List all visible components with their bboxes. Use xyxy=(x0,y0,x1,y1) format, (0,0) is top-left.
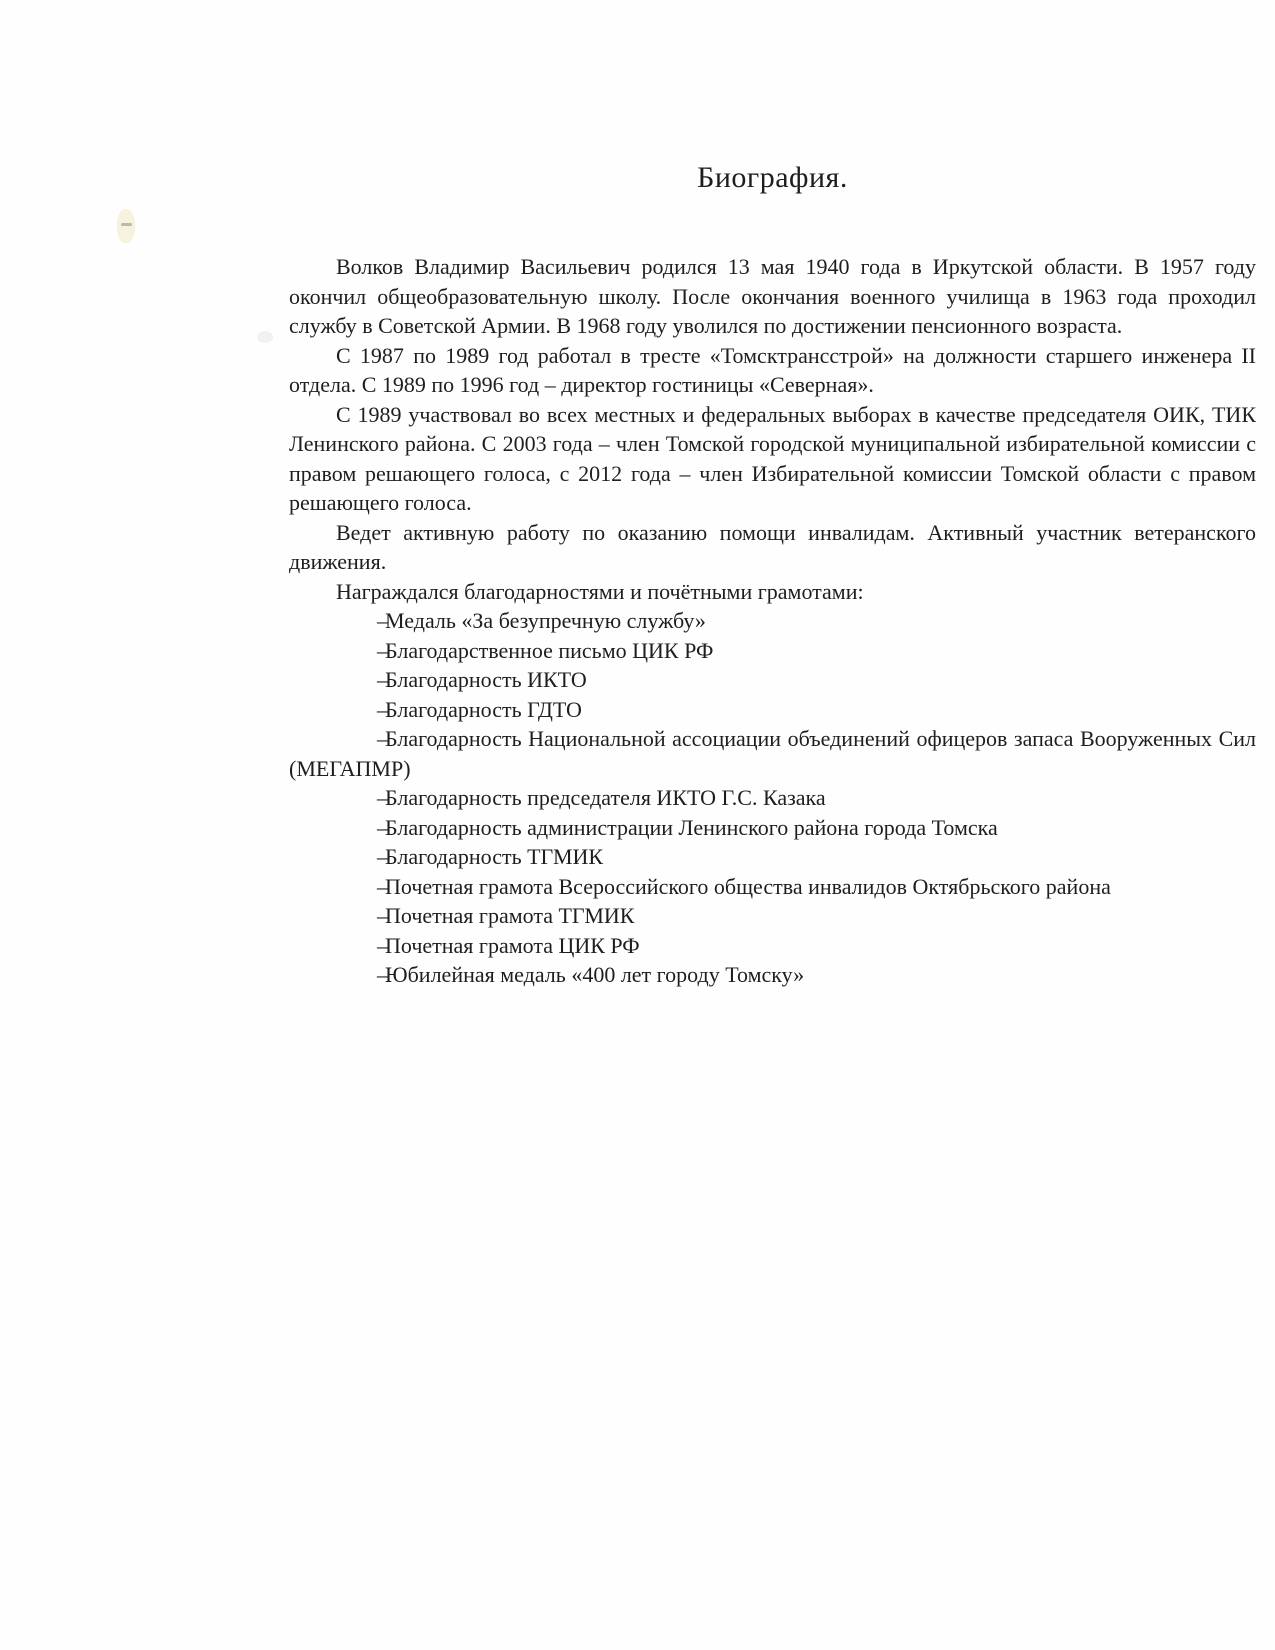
document-body xyxy=(289,158,1256,990)
biography-paragraph-1: Волков Владимир Васильевич родился 13 мая 1940 года в Иркутской области. В 1957 году окончил общеобразовательную школу. После окончания военного училища в 1963 года проходил службу в Советской Армии. В 1968 году уволился по достижении пенсионного возраста. xyxy=(289,254,1256,338)
bullet-dash: – xyxy=(377,814,388,840)
award-text: Благодарственное письмо ЦИК РФ xyxy=(385,637,714,663)
award-item xyxy=(289,636,1256,666)
award-text: Почетная грамота Всероссийского общества инвалидов Октябрьского района xyxy=(385,873,1111,899)
bullet-dash: – xyxy=(377,726,388,751)
award-item xyxy=(289,606,1256,636)
scan-smudge-artifact xyxy=(117,209,135,243)
bullet-dash: – xyxy=(377,844,388,869)
awards-intro: Награждался благодарностями и почётными грамотами: xyxy=(336,578,864,604)
awards-list xyxy=(289,606,1256,990)
biography-paragraph-4: Ведет активную работу по оказанию помощи инвалидам. Активный участник ветеранского движения. xyxy=(289,519,1256,574)
award-text: Юбилейная медаль «400 лет городу Томску» xyxy=(385,962,805,987)
bullet-dash: – xyxy=(377,608,388,633)
award-item xyxy=(289,695,1256,725)
award-text: Благодарность ИКТО xyxy=(385,667,587,692)
award-item xyxy=(289,665,1256,695)
award-item xyxy=(289,842,1256,872)
page-title: Биография. xyxy=(697,161,848,194)
award-text: Медаль «За безупречную службу» xyxy=(385,608,706,633)
scan-dash-artifact xyxy=(121,223,132,226)
award-text: Почетная грамота ТГМИК xyxy=(385,903,635,928)
bullet-dash: – xyxy=(377,637,388,663)
scan-dot-artifact xyxy=(257,331,273,343)
bullet-dash: – xyxy=(377,873,388,899)
bullet-dash: – xyxy=(377,696,388,722)
award-item xyxy=(289,931,1256,961)
award-item xyxy=(289,813,1256,843)
award-item xyxy=(289,872,1256,902)
award-item xyxy=(289,901,1256,931)
award-item xyxy=(289,960,1256,990)
award-item xyxy=(289,783,1256,813)
biography-paragraph-2: С 1987 по 1989 год работал в тресте «Томсктрансстрой» на должности старшего инженера II отдела. С 1989 по 1996 год – директор гостиницы «Северная». xyxy=(289,342,1256,397)
bullet-dash: – xyxy=(377,667,388,692)
bullet-dash: – xyxy=(377,962,388,987)
biography-paragraph-3: С 1989 участвовал во всех местных и федеральных выборах в качестве председателя ОИК, ТИК Ленинского района. С 2003 года – член Томской городской муниципальной избирательной комиссии с правом решающего голоса, с 2012 года – член Избирательной комиссии Томской области с правом решающего голоса. xyxy=(289,401,1256,515)
award-text: Благодарность председателя ИКТО Г.С. Казака xyxy=(385,785,826,810)
award-item xyxy=(289,724,1256,783)
bullet-dash: – xyxy=(377,932,388,958)
award-text: Благодарность администрации Ленинского района города Томска xyxy=(385,814,998,840)
bullet-dash: – xyxy=(377,785,388,810)
award-text: Благодарность Национальной ассоциации объединений офицеров запаса Вооруженных Сил (МЕГАПМР) xyxy=(289,726,1256,781)
award-text: Благодарность ГДТО xyxy=(385,696,582,722)
award-text: Благодарность ТГМИК xyxy=(385,844,604,869)
bullet-dash: – xyxy=(377,903,388,928)
award-text: Почетная грамота ЦИК РФ xyxy=(385,932,640,958)
